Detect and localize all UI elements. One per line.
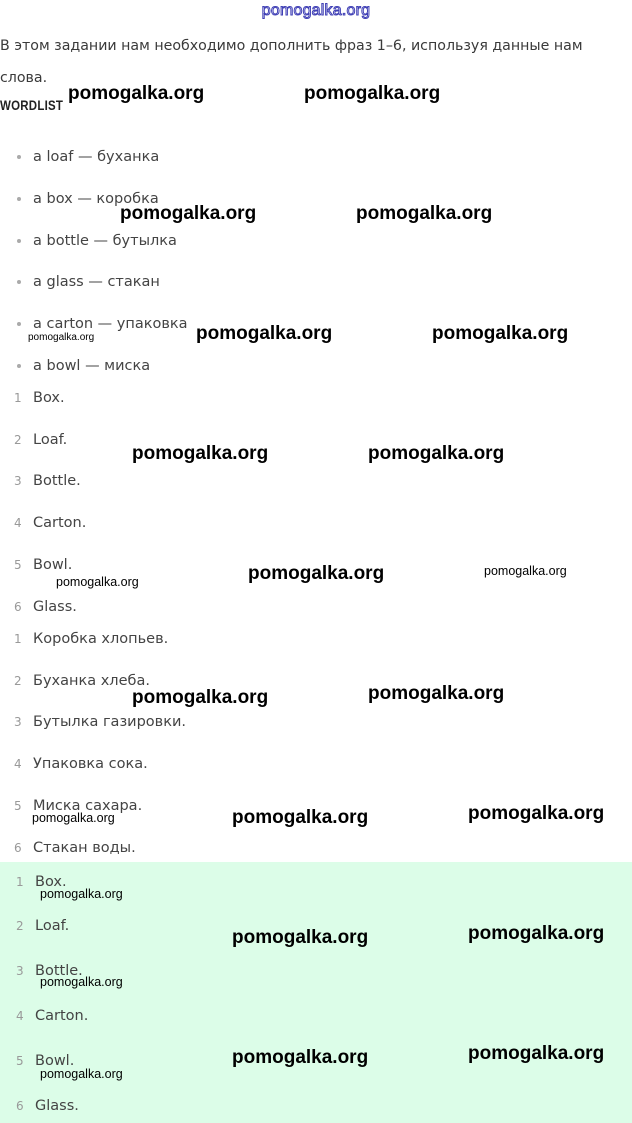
header-watermark: pomogalka.org — [261, 2, 371, 19]
wordlist-item-text: a carton — упаковка — [33, 316, 188, 332]
watermark: pomogalka.org — [356, 203, 493, 224]
item-number: 1 — [14, 391, 22, 405]
watermark: pomogalka.org — [56, 575, 139, 589]
watermark: pomogalka.org — [368, 443, 505, 464]
watermark: pomogalka.org — [32, 811, 115, 825]
watermark: pomogalka.org — [468, 923, 605, 944]
item-text: Упаковка сока. — [33, 756, 148, 772]
item-text: Box. — [33, 390, 65, 406]
watermark: pomogalka.org — [40, 975, 123, 989]
item-number: 3 — [16, 964, 24, 978]
bullet-icon — [17, 197, 21, 201]
wordlist-item-text: a loaf — буханка — [33, 149, 160, 165]
item-number: 4 — [14, 516, 22, 530]
item-number: 1 — [16, 875, 24, 889]
bullet-icon — [17, 280, 21, 284]
watermark: pomogalka.org — [432, 323, 569, 344]
wordlist-title: WORDLIST — [0, 97, 64, 113]
item-text: Коробка хлопьев. — [33, 631, 169, 647]
item-number: 6 — [14, 841, 22, 855]
item-text: Bottle. — [35, 963, 83, 979]
item-number: 6 — [16, 1099, 24, 1113]
bullet-icon — [17, 239, 21, 243]
item-text: Bottle. — [33, 473, 81, 489]
watermark: pomogalka.org — [232, 807, 369, 828]
bullet-icon — [17, 364, 21, 368]
item-number: 4 — [14, 757, 22, 771]
item-number: 2 — [14, 433, 22, 447]
wordlist-item-text: a bowl — миска — [33, 358, 151, 374]
item-text: Box. — [35, 874, 67, 890]
item-text: Бутылка газировки. — [33, 714, 186, 730]
item-text: Миска сахара. — [33, 798, 143, 814]
watermark: pomogalka.org — [196, 323, 333, 344]
bullet-icon — [17, 322, 21, 326]
item-number: 6 — [14, 600, 22, 614]
intro-text: В этом задании нам необходимо дополнить фраз 1–6, используя данные нам слова. — [0, 38, 583, 86]
item-text: Carton. — [35, 1008, 89, 1024]
item-number: 4 — [16, 1009, 24, 1023]
watermark: pomogalka.org — [40, 887, 123, 901]
watermark: pomogalka.org — [120, 203, 257, 224]
item-number: 5 — [14, 558, 22, 572]
watermark: pomogalka.org — [132, 687, 269, 708]
watermark: pomogalka.org — [304, 83, 441, 104]
item-number: 2 — [16, 919, 24, 933]
bullet-icon — [17, 155, 21, 159]
watermark: pomogalka.org — [40, 1067, 123, 1081]
item-text: Loaf. — [35, 918, 70, 934]
item-text: Стакан воды. — [33, 840, 136, 856]
item-text: Glass. — [33, 599, 77, 615]
wordlist-item-text: a box — коробка — [33, 191, 159, 207]
watermark: pomogalka.org — [132, 443, 269, 464]
item-number: 1 — [14, 632, 22, 646]
wordlist-item-text: a glass — стакан — [33, 274, 160, 290]
watermark: pomogalka.org — [232, 1047, 369, 1068]
item-number: 5 — [16, 1054, 24, 1068]
watermark: pomogalka.org — [368, 683, 505, 704]
watermark: pomogalka.org — [248, 563, 385, 584]
item-text: Bowl. — [35, 1053, 75, 1069]
item-text: Glass. — [35, 1098, 79, 1114]
wordlist-item-text: a bottle — бутылка — [33, 233, 177, 249]
item-text: Bowl. — [33, 557, 73, 573]
watermark: pomogalka.org — [468, 803, 605, 824]
item-text: Carton. — [33, 515, 87, 531]
watermark: pomogalka.org — [68, 83, 205, 104]
item-number: 3 — [14, 715, 22, 729]
item-text: Loaf. — [33, 432, 68, 448]
watermark: pomogalka.org — [28, 332, 95, 343]
item-number: 5 — [14, 799, 22, 813]
item-number: 2 — [14, 674, 22, 688]
item-number: 3 — [14, 474, 22, 488]
watermark: pomogalka.org — [484, 564, 567, 578]
item-text: Буханка хлеба. — [33, 673, 150, 689]
watermark: pomogalka.org — [232, 927, 369, 948]
watermark: pomogalka.org — [468, 1043, 605, 1064]
